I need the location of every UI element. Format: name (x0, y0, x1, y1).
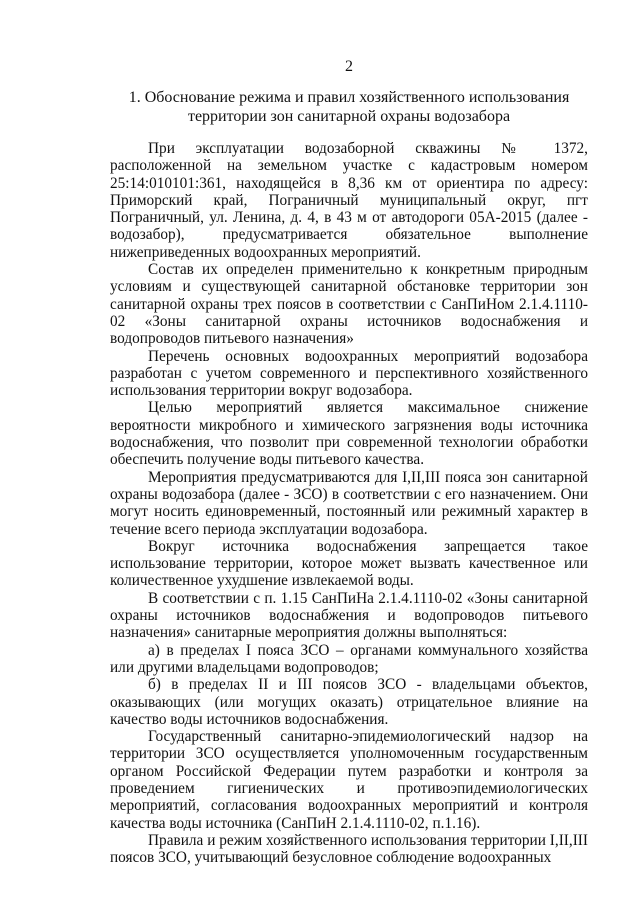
paragraph-sanpin-reference: В соответствии с п. 1.15 СанПиНа 2.1.4.1110-02 «Зоны санитарной охраны источников водоснабжения и водопроводов питьевого назначения» санитарные мероприятия должны выполняться: (110, 589, 588, 642)
paragraph-composition: Состав их определен применительно к конкретным природным условиям и существующей санитарной обстановке территории зон санитарной охраны трех поясов в соответствии с СанПиНом 2.1.4.1110-02 «Зоны санитарной охраны источников водоснабжения и водопроводов питьевого назначения» (110, 261, 588, 348)
section-heading-line-2: территории зон санитарной охраны водозабора (187, 108, 511, 125)
paragraph-item-a: а) в пределах I пояса ЗСО – органами коммунального хозяйства или другими владельцами водопроводов; (110, 641, 588, 676)
page-number: 2 (345, 58, 353, 75)
body-text (110, 140, 588, 866)
paragraph-measures-list: Перечень основных водоохранных мероприятий водозабора разработан с учетом современного и перспективного хозяйственного использования территории вокруг водозабора. (110, 347, 588, 400)
paragraph-operation: При эксплуатации водозаборной скважины № 1372, расположенной на земельном участке с кадастровым номером 25:14:010101:361, находящейся в 8,36 км от ориентира по адресу: Приморский край, Пограничный муниципальный округ, пгт Пограничный, ул. Ленина, д. 4, в 43 м от автодороги 05А-2015 (далее - водозабор), предусматривается обязательное выполнение нижеприведенных водоохранных мероприятий. (110, 140, 588, 261)
paragraph-state-supervision: Государственный санитарно-эпидемиологический надзор на территории ЗСО осуществляется уполномоченным государственным органом Российской Федерации путем разработки и контроля за проведением гигиенических и противоэпидемиологических мероприятий, согласования водоохранных мероприятий и контроля качества воды источника (СанПиН 2.1.4.1110-02, п.1.16). (110, 728, 588, 832)
paragraph-rules: Правила и режим хозяйственного использования территории I,II,III поясов ЗСО, учитывающий безусловное соблюдение водоохранных (110, 831, 588, 867)
paragraph-prohibition: Вокруг источника водоснабжения запрещается такое использование территории, которое может вызвать качественное или количественное ухудшение извлекаемой воды. (110, 537, 588, 590)
paragraph-item-b: б) в пределах II и III поясов ЗСО - владельцами объектов, оказывающих (или могущих оказать) отрицательное влияние на качество воды источников водоснабжения. (110, 676, 588, 728)
section-heading-line-1: 1. Обоснование режима и правил хозяйственного использования (128, 89, 570, 106)
section-heading (110, 88, 588, 126)
paragraph-zones: Мероприятия предусматриваются для I,II,III пояса зон санитарной охраны водозабора (далее - ЗСО) в соответствии с его назначением. Они могут носить единовременный, постоянный или режимный характер в течение всего периода эксплуатации водозабора. (110, 468, 588, 538)
paragraph-goal: Целью мероприятий является максимальное снижение вероятности микробного и химического загрязнения воды источника водоснабжения, что позволит при современной технологии обработки обеспечить получение воды питьевого качества. (110, 399, 588, 469)
